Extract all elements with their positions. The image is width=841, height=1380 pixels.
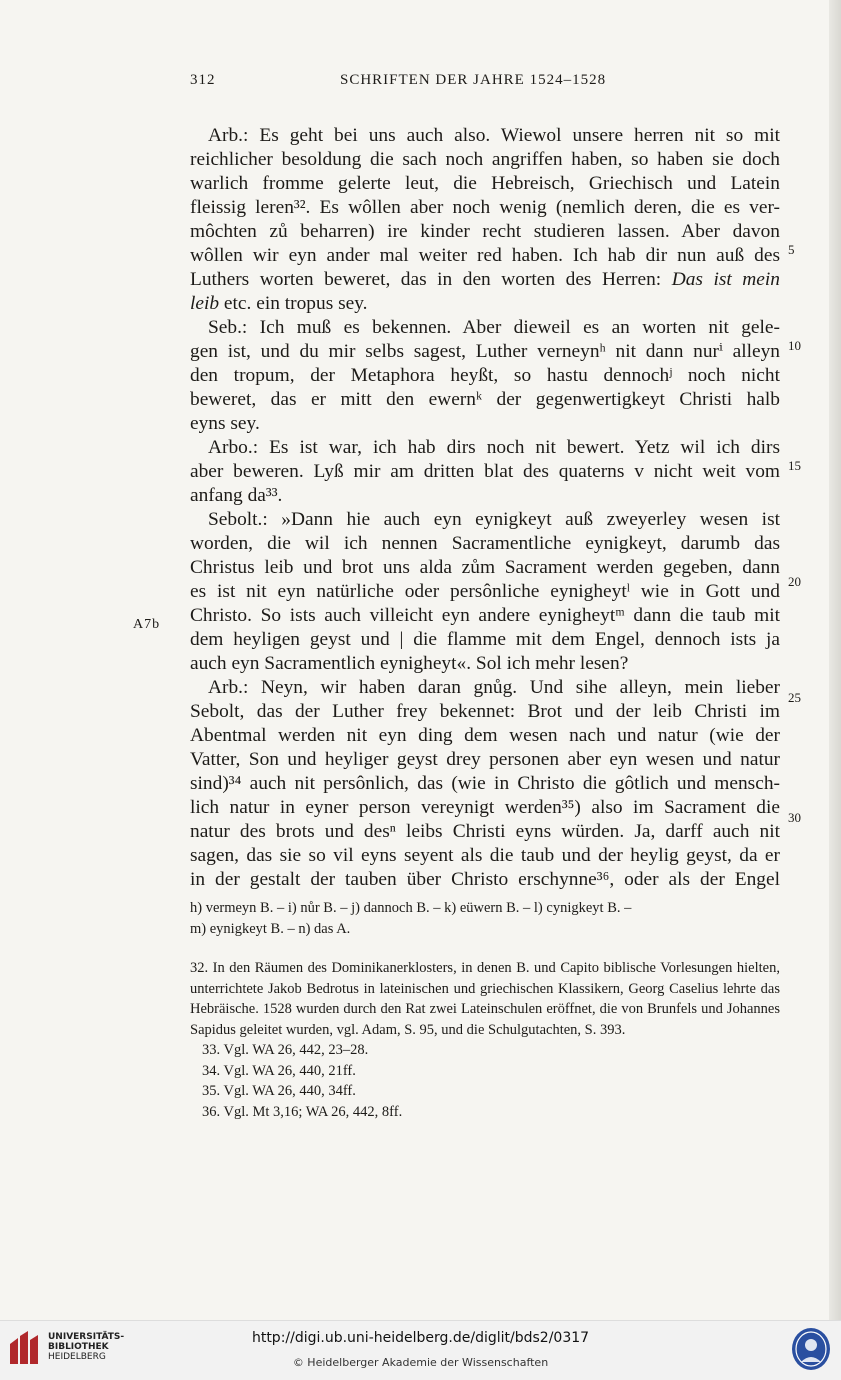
page-number: 312 xyxy=(190,72,216,88)
line-number-30: 30 xyxy=(788,810,801,825)
footnote-34: 34. Vgl. WA 26, 440, 21ff. xyxy=(202,1062,356,1079)
footnotes xyxy=(190,958,780,1122)
text-line: Seb.: Ich muß es bekennen. Aber dieweil es an worten nit gele- xyxy=(208,317,780,338)
text-line: Arbo.: Es ist war, ich hab dirs noch nit bewert. Yetz wil ich dirs xyxy=(208,437,780,458)
footnote-32: 32. In den Räumen des Dominikanerklosters, in denen B. und Capito biblische Vorlesungen hielten, unterrichtete Jakob Bedrotus in lateinischen und griechischen Klassikern, Georg Caselius lehrte das Hebräische. 1528 wurden durch den Rat zwei Lateinschulen eröffnet, die von Brunfels und Johannes Sapidus geleitet wurden, vgl. Adam, S. 95, und die Schulgutachten, S. 393. xyxy=(190,960,780,1038)
permalink-url[interactable]: http://digi.ub.uni-heidelberg.de/diglit/bds2/0317 xyxy=(251,1330,590,1346)
text-line: es ist nit eyn natürliche oder persônliche eynigheytˡ wie in Gott und xyxy=(190,581,780,602)
text-line: eyns sey. xyxy=(190,413,260,434)
text-line: natur des brots und desⁿ leibs Christi eyns würden. Ja, darff auch nit xyxy=(190,821,780,842)
text-line: gen ist, und du mir selbs sagest, Luther verneynʰ nit dann nurⁱ alleyn xyxy=(190,341,780,362)
academy-seal-icon xyxy=(790,1326,832,1372)
line-number-20: 20 xyxy=(788,574,801,589)
text-line: sind)³⁴ auch nit persônlich, das (wie in Christo die gôtlich und mensch- xyxy=(190,773,780,794)
footnote-35: 35. Vgl. WA 26, 440, 34ff. xyxy=(202,1083,356,1099)
critical-apparatus xyxy=(190,898,780,940)
text-line: Sebolt, das der Luther frey bekennet: Brot und der leib Christi im xyxy=(190,701,780,722)
copyright-notice: © Heidelberger Akademie der Wissenschaften xyxy=(292,1356,549,1369)
apparatus-line: h) vermeyn B. – i) nůr B. – j) dannoch B. – k) eüwern B. – l) cynigkeyt B. – xyxy=(190,900,632,916)
margin-signature: A7b xyxy=(133,617,161,632)
line-number-5: 5 xyxy=(788,242,795,257)
text-line: den tropum, der Metaphora heyßt, so hastu dennochʲ noch nicht xyxy=(190,365,780,386)
footer-bar xyxy=(0,1320,841,1380)
text-line: Vatter, Son und heyliger geyst drey personen aber eyn wesen und natur xyxy=(190,749,780,770)
library-name: UNIVERSITÄTS- BIBLIOTHEK HEIDELBERG xyxy=(48,1332,125,1362)
text-line: reichlicher besoldung die sach noch angriffen haben, so haben sie doch xyxy=(190,149,780,170)
text-line: Arb.: Neyn, wir haben daran gnůg. Und sihe alleyn, mein lieber xyxy=(208,677,780,698)
text-line: Christo. So ists auch villeicht eyn andere eynigheytᵐ dann die taub mit xyxy=(190,605,780,626)
text-line: leib etc. ein tropus sey. xyxy=(190,293,368,314)
text-line: in der gestalt der tauben über Christo erschynne³⁶, oder als der Engel xyxy=(190,869,780,890)
text-line: Abentmal werden nit eyn ding dem wesen nach und natur (wie der xyxy=(190,725,780,746)
text-line: aber beweren. Lyß mir am dritten blat des quaterns v nicht weit vom xyxy=(190,461,780,482)
line-number-10: 10 xyxy=(788,338,801,353)
text-line: Christus leib und brot uns alda zům Sacrament werden gegeben, dann xyxy=(190,557,780,578)
apparatus-line: m) eynigkeyt B. – n) das A. xyxy=(190,921,351,937)
text-line: môchten zů beharren) ire kinder recht studieren lassen. Aber davon xyxy=(190,221,780,242)
text-line: anfang da³³. xyxy=(190,485,283,506)
text-line: auch eyn Sacramentlich eynigheyt«. Sol ich mehr lesen? xyxy=(190,653,629,674)
text-line: beweret, das er mitt den ewernᵏ der gegenwertigkeyt Christi halb xyxy=(190,389,780,410)
text-line: lich natur in eyner person vereynigt werden³⁵) also im Sacrament die xyxy=(190,797,780,818)
running-header xyxy=(190,72,780,98)
line-number-15: 15 xyxy=(788,458,801,473)
text-line: fleissig leren³². Es wôllen aber noch wenig (nemlich deren, die es ver- xyxy=(190,197,780,218)
text-line: Luthers worten beweret, das in den worten des Herren: Das ist mein xyxy=(190,269,780,290)
text-line: dem heyligen geyst und | die flamme mit dem Engel, dennoch ists ja xyxy=(190,629,780,650)
text-line: Sebolt.: »Dann hie auch eyn eynigkeyt auß zweyerley wesen ist xyxy=(208,509,780,530)
footnote-33: 33. Vgl. WA 26, 442, 23–28. xyxy=(202,1042,369,1058)
text-line: wôllen wir eyn ander mal weiter red haben. Ich hab dir nun auß des xyxy=(190,245,780,266)
text-line: Arb.: Es geht bei uns auch also. Wiewol unsere herren nit so mit xyxy=(208,125,780,146)
line-number-25: 25 xyxy=(788,690,801,705)
running-title: SCHRIFTEN DER JAHRE 1524–1528 xyxy=(340,72,607,88)
page-edge xyxy=(829,0,841,1320)
text-line: warlich fromme gelerte leut, die Hebreisch, Griechisch und Latein xyxy=(190,173,780,194)
footnote-36: 36. Vgl. Mt 3,16; WA 26, 442, 8ff. xyxy=(202,1103,403,1120)
text-line: worden, die wil ich nennen Sacramentliche eynigkeyt, darumb das xyxy=(190,533,780,554)
text-line: sagen, das sie so vil eyns seyent als die taub und der heylig geyst, da er xyxy=(190,845,780,866)
